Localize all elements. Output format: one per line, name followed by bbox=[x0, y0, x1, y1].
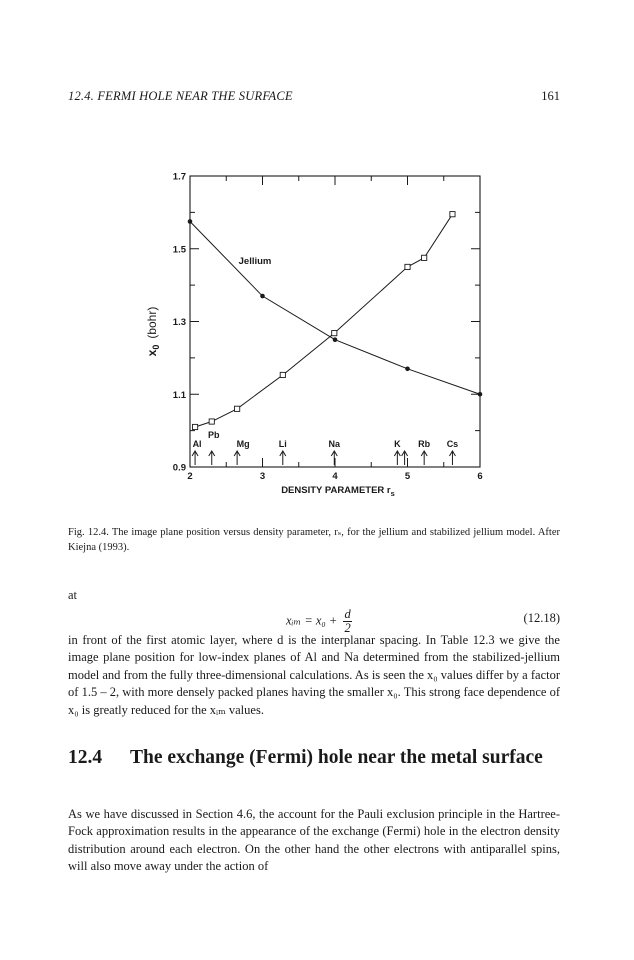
stabilized-jellium-line bbox=[195, 214, 452, 427]
y-axis-label-unit: (bohr) bbox=[145, 306, 159, 339]
y-tick-label: 1.7 bbox=[172, 171, 186, 183]
stabilized-jellium-point bbox=[280, 372, 285, 377]
x-axis-label-subscript: s bbox=[390, 489, 395, 498]
stabilized-jellium-point bbox=[405, 264, 410, 269]
jellium-line bbox=[190, 221, 480, 394]
x-tick-label: 4 bbox=[332, 471, 338, 482]
jellium-point bbox=[188, 219, 193, 224]
y-tick-label: 1.1 bbox=[172, 389, 186, 401]
jellium-point bbox=[478, 392, 483, 397]
element-label: Na bbox=[328, 439, 341, 449]
element-label: Al bbox=[192, 439, 202, 449]
equation bbox=[68, 600, 560, 634]
y-tick-label: 1.5 bbox=[172, 244, 186, 256]
y-tick-label: 0.9 bbox=[172, 462, 186, 474]
x-tick-label: 6 bbox=[477, 471, 483, 482]
equation-numerator: d bbox=[344, 607, 351, 621]
y-axis-label-subscript: 0 bbox=[151, 344, 161, 350]
equation-fraction bbox=[343, 608, 351, 635]
element-label: Cs bbox=[446, 439, 459, 449]
y-axis-label bbox=[145, 307, 161, 357]
section-title: The exchange (Fermi) hole near the metal surface bbox=[130, 747, 543, 768]
y-tick-label: 1.3 bbox=[172, 317, 186, 328]
plot-frame bbox=[190, 176, 480, 467]
stabilized-jellium-point bbox=[422, 255, 427, 260]
element-label: K bbox=[394, 439, 401, 449]
stabilized-jellium-point bbox=[332, 331, 337, 336]
page-number: 161 bbox=[541, 89, 560, 103]
equation-number: (12.18) bbox=[523, 611, 560, 625]
x-axis-label-main: DENSITY PARAMETER r bbox=[281, 485, 391, 496]
stabilized-jellium-point bbox=[209, 419, 214, 424]
lead-word: at bbox=[68, 588, 78, 602]
jellium-point bbox=[405, 366, 410, 371]
x-tick-label: 5 bbox=[404, 471, 411, 482]
body-paragraph-2: As we have discussed in Section 4.6, the account for the Pauli exclusion principle in the Hartree-Fock approximation results in the appearance of the exchange (Fermi) hole in the electron density distribution around each electron. On the other hand the other electrons with antiparallel spins, will also move away under the action of bbox=[68, 807, 560, 874]
equation-lhs: xᵢₘ = x₀ + bbox=[286, 613, 338, 628]
jellium-point bbox=[333, 337, 338, 342]
stabilized-jellium-point bbox=[235, 406, 240, 411]
element-label: Mg bbox=[236, 439, 250, 449]
x-axis-label bbox=[281, 485, 395, 498]
x-tick-label: 3 bbox=[259, 471, 266, 482]
figure-caption: Fig. 12.4. The image plane position versus density parameter, rₛ, for the jellium and stabilized jellium model. After Kiejna (1993). bbox=[68, 527, 560, 553]
equation-body bbox=[286, 608, 352, 635]
equation-denominator: 2 bbox=[344, 621, 351, 635]
section-number: 12.4 bbox=[68, 747, 103, 768]
stabilized-jellium-point bbox=[450, 212, 455, 217]
y-axis-label-main: x bbox=[145, 349, 159, 357]
body-paragraph-1: in front of the first atomic layer, where d is the interplanar spacing. In Table 12.3 we give the image plane position for low-index planes of Al and Na determined from the stabilized-jellium model and from the fully three-dimensional calculations. As is seen the x₀ values differ by a factor of 1.5 – 2, with more densely packed planes having the smaller x₀. This strong face dependence of x₀ is greatly reduced for the xᵢₘ values. bbox=[68, 633, 560, 717]
element-label: Li bbox=[278, 439, 287, 449]
element-label: Pb bbox=[207, 430, 220, 440]
stabilized-jellium-point bbox=[192, 424, 197, 429]
element-label: Rb bbox=[418, 439, 431, 449]
jellium-point bbox=[260, 294, 265, 299]
running-title: 12.4. FERMI HOLE NEAR THE SURFACE bbox=[68, 89, 293, 103]
series-label-jellium: Jellium bbox=[238, 256, 272, 267]
x-tick-label: 2 bbox=[187, 471, 193, 482]
